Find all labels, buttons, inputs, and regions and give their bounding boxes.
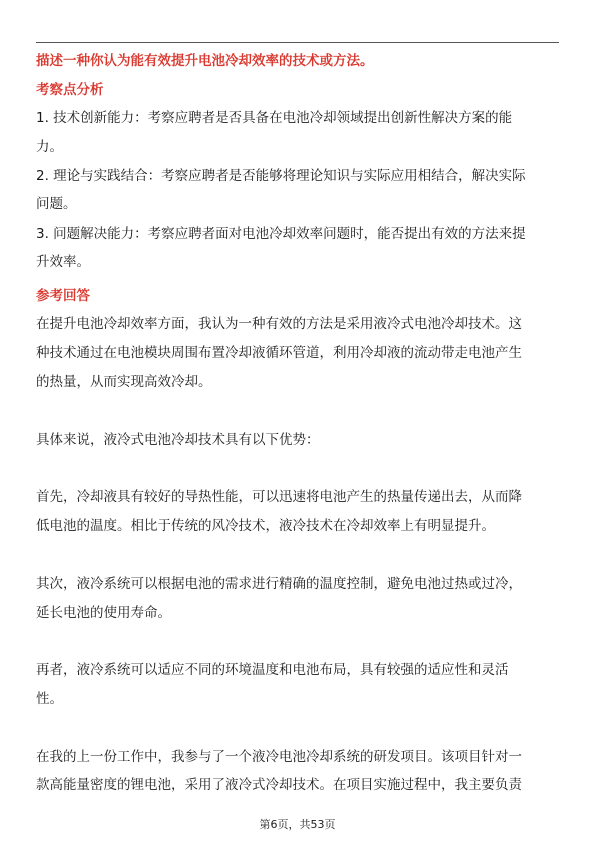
- answer-paragraph-3-line-1: 首先，冷却液具有较好的导热性能，可以迅速将电池产生的热量传递出去，从而降: [36, 489, 522, 505]
- analysis-item-2-line-2: 问题。: [36, 196, 77, 212]
- page-footer: 第6页，共53页: [259, 818, 336, 831]
- header-rule: [36, 42, 559, 43]
- analysis-item-1-line-1: 1. 技术创新能力：考察应聘者是否具备在电池冷却领域提出创新性解决方案的能: [36, 110, 513, 126]
- analysis-item-1-line-2: 力。: [36, 139, 63, 155]
- answer-paragraph-1-line-3: 的热量，从而实现高效冷却。: [36, 374, 212, 390]
- question-text: 描述一种你认为能有效提升电池冷却效率的技术或方法。: [36, 53, 374, 69]
- answer-paragraph-1-line-1: 在提升电池冷却效率方面，我认为一种有效的方法是采用液冷式电池冷却技术。这: [36, 316, 522, 332]
- answer-paragraph-4-line-1: 其次，液冷系统可以根据电池的需求进行精确的温度控制，避免电池过热或过冷，: [36, 576, 522, 592]
- answer-paragraph-6-line-1: 在我的上一份工作中，我参与了一个液冷电池冷却系统的研发项目。该项目针对一: [36, 749, 522, 765]
- answer-paragraph-5-line-2: 性。: [36, 691, 63, 707]
- answer-paragraph-3-line-2: 低电池的温度。相比于传统的风冷技术，液冷技术在冷却效率上有明显提升。: [36, 518, 495, 534]
- analysis-item-2-line-1: 2. 理论与实践结合：考察应聘者是否能够将理论知识与实际应用相结合，解决实际: [36, 168, 526, 184]
- analysis-heading: 考察点分析: [36, 82, 104, 98]
- analysis-item-3-line-1: 3. 问题解决能力：考察应聘者面对电池冷却效率问题时，能否提出有效的方法来提: [36, 226, 526, 242]
- answer-heading: 参考回答: [36, 288, 90, 304]
- answer-paragraph-1-line-2: 种技术通过在电池模块周围布置冷却液循环管道，利用冷却液的流动带走电池产生: [36, 345, 522, 361]
- answer-paragraph-2-line-1: 具体来说，液冷式电池冷却技术具有以下优势：: [36, 432, 320, 448]
- answer-paragraph-4-line-2: 延长电池的使用寿命。: [36, 605, 171, 621]
- answer-paragraph-6-line-2: 款高能量密度的锂电池，采用了液冷式冷却技术。在项目实施过程中，我主要负责: [36, 777, 522, 793]
- answer-paragraph-5-line-1: 再者，液冷系统可以适应不同的环境温度和电池布局，具有较强的适应性和灵活: [36, 662, 509, 678]
- analysis-item-3-line-2: 升效率。: [36, 254, 90, 270]
